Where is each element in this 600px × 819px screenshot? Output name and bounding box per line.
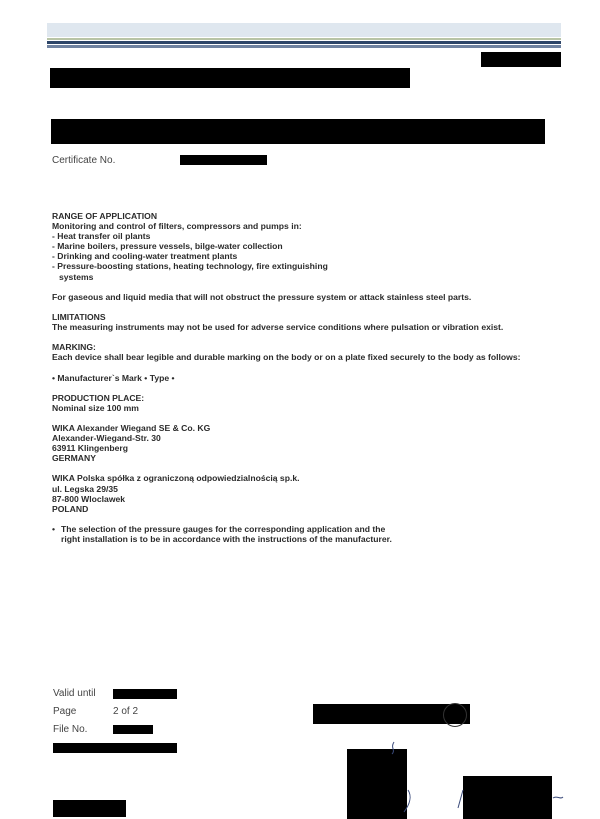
- redaction-block: [53, 800, 126, 817]
- range-item: systems: [59, 271, 94, 282]
- range-heading: RANGE OF APPLICATION: [52, 211, 158, 221]
- installation-note-text: The selection of the pressure gauges for the corresponding application and the right installation is to be in accordance with the instructions of the manufacturer.: [61, 523, 392, 544]
- header-rule-blue: [47, 45, 561, 48]
- address-line: POLAND: [52, 503, 89, 514]
- redaction-block: [481, 52, 561, 67]
- redaction-block: [180, 155, 267, 165]
- marking-heading: MARKING:: [52, 342, 96, 353]
- redaction-block: [50, 68, 410, 88]
- signature-stroke-icon: [455, 788, 465, 812]
- limitations-heading: LIMITATIONS: [52, 311, 106, 322]
- file-number-label: File No.: [53, 724, 88, 735]
- address-line: Alexander-Wiegand-Str. 30: [52, 433, 161, 444]
- installation-note: [52, 524, 392, 544]
- nominal-size: Nominal size 100 mm: [52, 402, 139, 413]
- range-item: - Heat transfer oil plants: [52, 231, 151, 242]
- range-intro: Monitoring and control of filters, compressors and pumps in:: [52, 221, 302, 232]
- production-heading: PRODUCTION PLACE:: [52, 392, 145, 403]
- document-body: [52, 211, 562, 544]
- redaction-block: [463, 776, 552, 819]
- marking-text: Each device shall bear legible and durable marking on the body or on a plate fixed securely to the body as follows:: [52, 352, 521, 363]
- address-line: 63911 Klingenberg: [52, 443, 128, 454]
- header-rule-green: [47, 38, 561, 40]
- media-text: For gaseous and liquid media that will not obstruct the pressure system or attack stainless steel parts.: [52, 291, 472, 302]
- bullet-icon: •: [52, 523, 56, 534]
- limitations-text: The measuring instruments may not be used for adverse service conditions where pulsation or vibration exist.: [52, 322, 504, 333]
- signature-stroke-icon: [552, 794, 564, 804]
- range-item: - Marine boilers, pressure vessels, bilge-water collection: [52, 241, 283, 252]
- address-line: ul. Legska 29/35: [52, 483, 118, 494]
- header-rule-navy: [47, 41, 561, 44]
- address-line: 87-800 Wloclawek: [52, 493, 126, 504]
- header-band: [47, 23, 561, 37]
- stamp-circle-icon: [443, 703, 467, 727]
- certificate-number-label: Certificate No.: [52, 155, 116, 166]
- address-line: WIKA Alexander Wiegand SE & Co. KG: [52, 422, 211, 433]
- valid-until-label: Valid until: [53, 688, 96, 699]
- redaction-block: [53, 743, 177, 753]
- range-item: - Pressure-boosting stations, heating technology, fire extinguishing: [52, 261, 328, 272]
- redaction-block: [113, 689, 177, 699]
- redaction-block: [51, 119, 545, 144]
- address-line: WIKA Polska spółka z ograniczoną odpowiedzialnością sp.k.: [52, 473, 300, 484]
- page-number: 2 of 2: [113, 706, 139, 717]
- page-label: Page: [53, 706, 77, 717]
- marking-items: • Manufacturer`s Mark • Type •: [52, 372, 175, 383]
- signature-stroke-icon: [380, 740, 420, 819]
- range-item: - Drinking and cooling-water treatment plants: [52, 251, 238, 262]
- address-line: GERMANY: [52, 453, 96, 464]
- redaction-block: [113, 725, 153, 734]
